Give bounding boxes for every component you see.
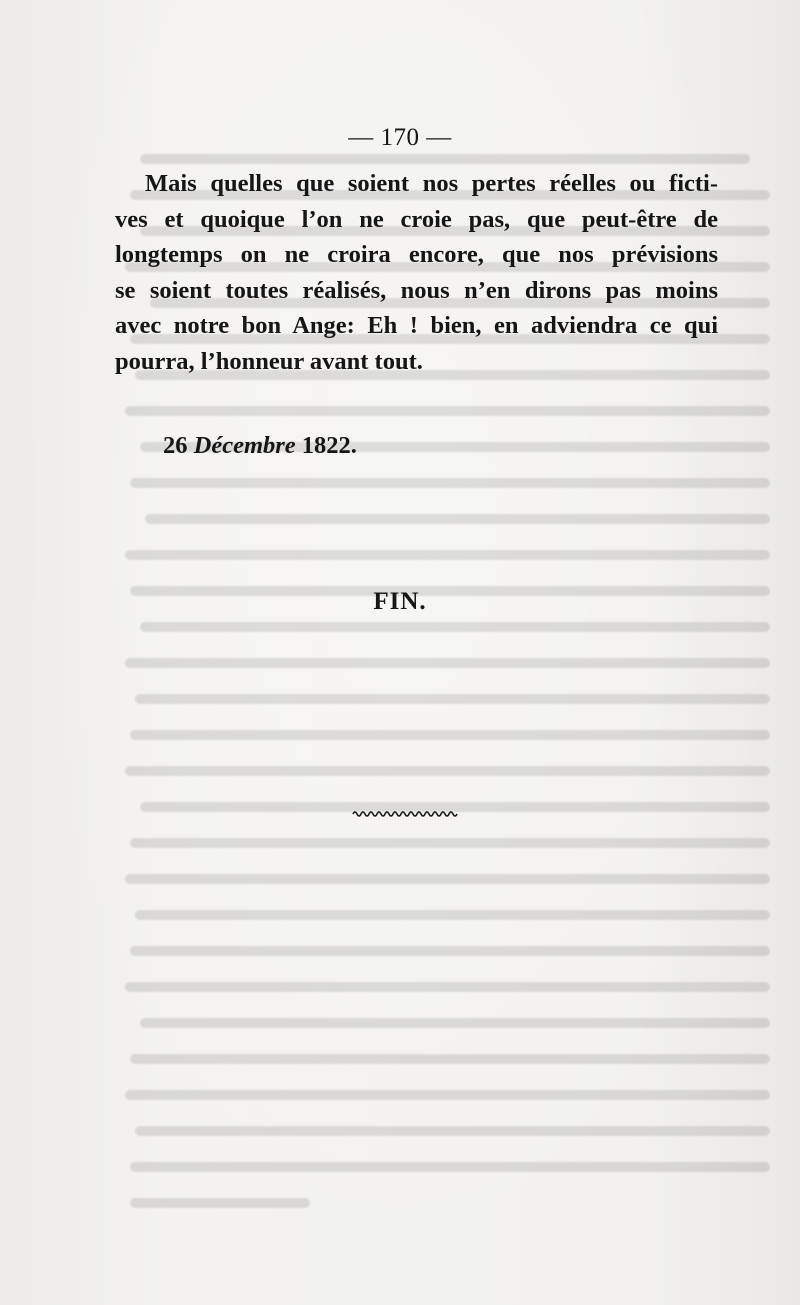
page-number: — 170 — xyxy=(348,124,452,151)
end-mark: FIN. xyxy=(373,588,427,615)
paragraph-line: longtemps on ne croira encore, que nos prévisions xyxy=(115,241,718,269)
paragraph-line: se soient toutes réalisés, nous n’en dirons pas moins xyxy=(115,276,718,304)
paragraph-line: avec notre bon Ange: Eh ! bien, en adviendra ce qui xyxy=(115,312,718,340)
date-day: 26 xyxy=(163,432,188,459)
wavy-rule-ornament xyxy=(352,808,458,820)
paragraph-line: pourra, l’honneur avant tout. xyxy=(115,347,423,375)
closing-paragraph xyxy=(115,166,718,380)
date-month: Décembre xyxy=(193,432,296,459)
paragraph-line: ves et quoique l’on ne croie pas, que peut-être de xyxy=(115,205,718,233)
date-year: 1822. xyxy=(301,432,357,459)
paragraph-line: Mais quelles que soient nos pertes réelles ou ficti- xyxy=(145,170,718,197)
dateline xyxy=(163,432,357,460)
